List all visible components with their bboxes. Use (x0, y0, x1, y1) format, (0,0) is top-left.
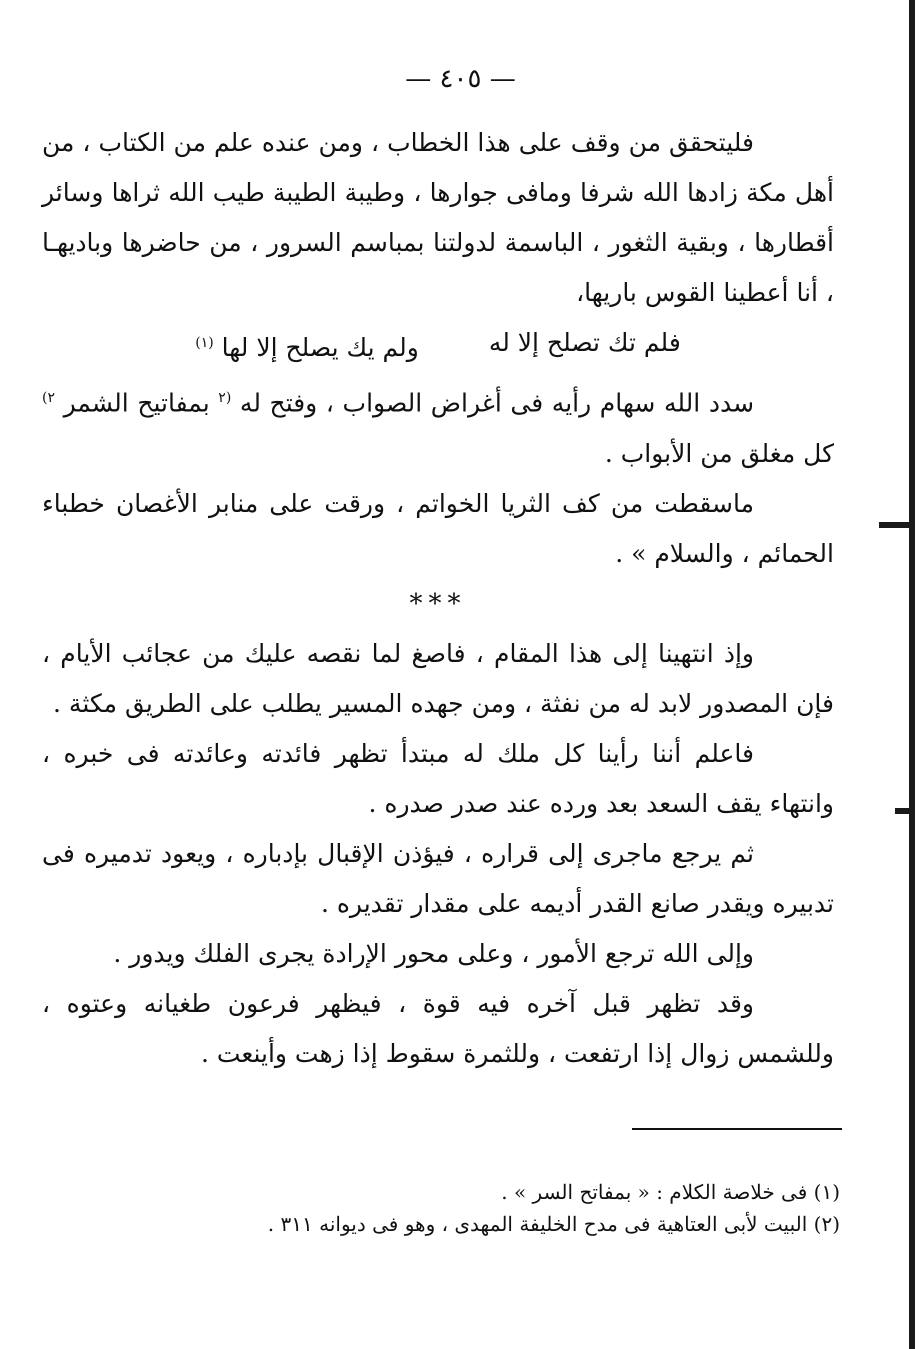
footnote-1: (١) فى خلاصة الكلام : « بمفاتح السر » . (501, 1180, 840, 1204)
paragraph (42, 373, 834, 478)
verse-hemistich-2 (195, 318, 419, 373)
paragraph: فليتحقق من وقف على هذا الخطاب ، ومن عنده علم من الكتاب ، من أهل مكة زادها الله شرفا ومافى جوارها ، وطيبة الطيبة طيب الله ثراها وسائر أقطارها ، وبقية الثغور ، الباسمة لدولتنا بمباسم السرور ، من حاضرها وباديهـا ، أنا أعطينا القوس باريها، (42, 128, 834, 307)
main-text (42, 118, 834, 1079)
paragraph-text: كل مغلق من الأبواب . (604, 438, 834, 468)
scan-edge-mark (879, 522, 909, 528)
footnote-2: (٢) البيت لأبى العتاهية فى مدح الخليفة المهدى ، وهو فى ديوانه ٣١١ . (267, 1212, 840, 1236)
footnote-ref-1: (١) (195, 335, 214, 351)
section-separator: *** (409, 588, 467, 619)
verse-hemistich-2-text: ولم يك يصلح إلا لها (221, 333, 419, 363)
paragraph-text: سدد الله سهام رأيه فى أغراض الصواب ، وفتح له (239, 388, 755, 418)
paragraph: ثم يرجع ماجرى إلى قراره ، فيؤذن الإقبال بإدباره ، ويعود تدميره فى تدبيره ويقدر صانع القدر أديمه على مقدار تقديره . (42, 838, 834, 918)
footnote-rule (632, 1128, 842, 1130)
paragraph: ماسقطت من كف الثريا الخواتم ، ورقت على منابر الأغصان خطباء الحمائم ، والسلام » . (42, 488, 834, 568)
footnotes (40, 1176, 840, 1240)
paragraph: فاعلم أننا رأينا كل ملك له مبتدأ تظهر فائدته وعائدته فى خبره ، وانتهاء يقف السعد بعد ورده عند صدر صدره . (42, 738, 834, 818)
page-number: — ٤٠٥ — (405, 64, 516, 94)
verse-line (42, 318, 834, 373)
paragraph: وقد تظهر قبل آخره فيه قوة ، فيظهر فرعون طغيانه وعتوه ، وللشمس زوال إذا ارتفعت ، وللثمرة سقوط إذا زهت وأينعت . (42, 988, 834, 1068)
footnote-ref-2-open: (٢ (218, 390, 232, 407)
footnote-ref-2-close: ٢) (42, 390, 55, 407)
scan-edge-shadow (909, 0, 915, 1349)
scan-edge-mark (895, 808, 909, 814)
paragraph: وإلى الله ترجع الأمور ، وعلى محور الإرادة يجرى الفلك ويدور . (113, 938, 754, 968)
paragraph-text: بمفاتيح الشمر (63, 388, 210, 418)
verse-hemistich-1: فلم تك تصلح إلا له (488, 328, 681, 357)
paragraph: وإذ انتهينا إلى هذا المقام ، فاصغ لما نقصه عليك من عجائب الأيام ، فإن المصدور لابد له من نفثة ، ومن جهده المسير يطلب على الطريق مكثة . (42, 638, 834, 718)
